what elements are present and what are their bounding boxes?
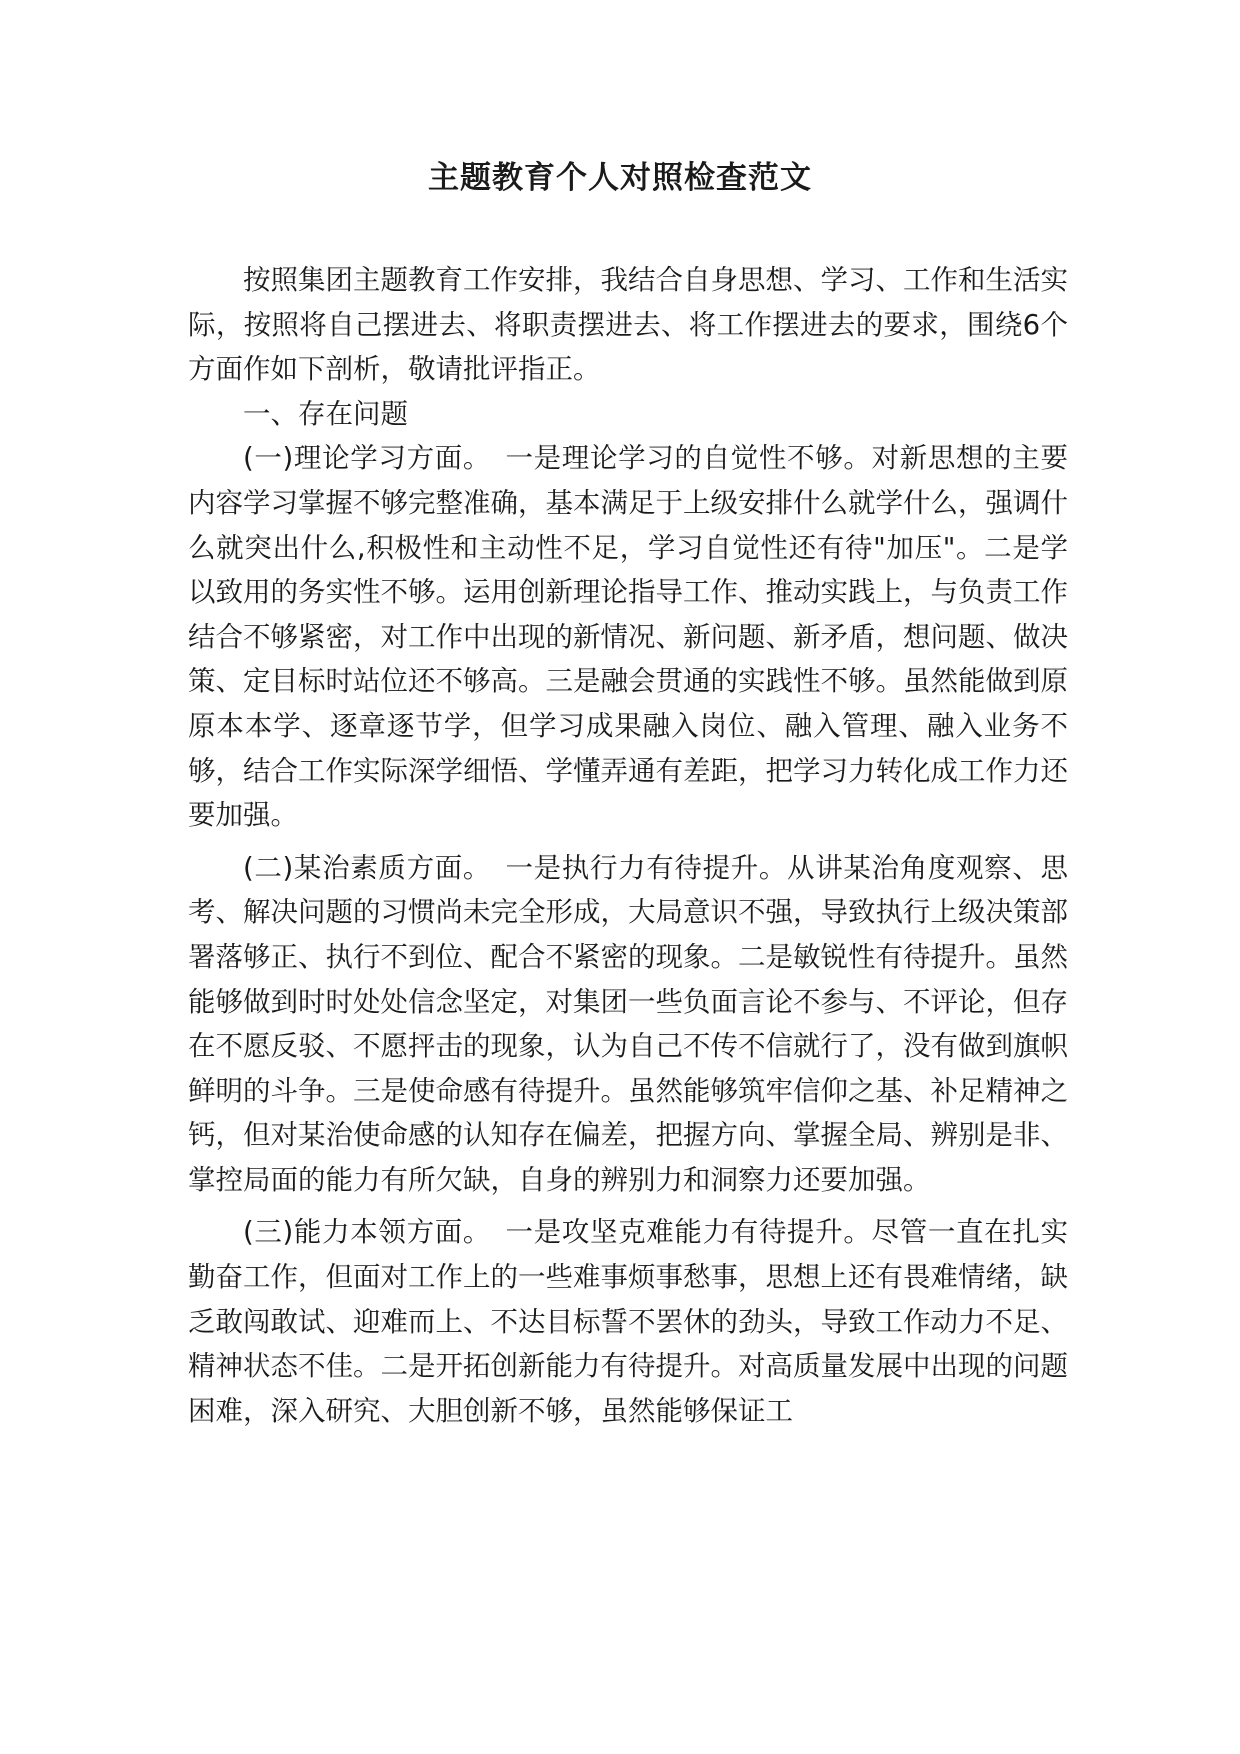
ability-paragraph: (三)能力本领方面。 一是攻坚克难能力有待提升。尽管一直在扎实勤奋工作，但面对工作上的一些难事烦事愁事，思想上还有畏难情绪，缺乏敢闯敢试、迎难而上、不达目标誓不罢休的劲头，导致工作动力不足、精神状态不佳。二是开拓创新能力有待提升。对高质量发展中出现的问题困难，深入研究、大胆创新不够，虽然能够保证工	[188, 1216, 1068, 1427]
section-heading: 一、存在问题	[243, 397, 408, 430]
document-body	[188, 258, 1068, 1433]
intro-paragraph: 按照集团主题教育工作安排，我结合自身思想、学习、工作和生活实际，按照将自己摆进去、将职责摆进去、将工作摆进去的要求，围绕6个方面作如下剖析，敬请批评指正。	[188, 264, 1068, 386]
document-title: 主题教育个人对照检查范文	[428, 160, 812, 196]
political-quality-paragraph: (二)某治素质方面。 一是执行力有待提升。从讲某治角度观察、思考、解决问题的习惯尚未完全形成，大局意识不强，导致执行上级决策部署落够正、执行不到位、配合不紧密的现象。二是敏锐性有待提升。虽然能够做到时时处处信念坚定，对集团一些负面言论不参与、不评论，但存在不愿反驳、不愿抨击的现象，认为自己不传不信就行了，没有做到旗帜鲜明的斗争。三是使命感有待提升。虽然能够筑牢信仰之基、补足精神之钙，但对某治使命感的认知存在偏差，把握方向、掌握全局、辨别是非、掌控局面的能力有所欠缺，自身的辨别力和洞察力还要加强。	[188, 851, 1068, 1196]
theory-study-paragraph: (一)理论学习方面。 一是理论学习的自觉性不够。对新思想的主要内容学习掌握不够完整准确，基本满足于上级安排什么就学什么，强调什么就突出什么,积极性和主动性不足，学习自觉性还有待"加压"。二是学以致用的务实性不够。运用创新理论指导工作、推动实践上，与负责工作结合不够紧密，对工作中出现的新情况、新问题、新矛盾，想问题、做决策、定目标时站位还不够高。三是融会贯通的实践性不够。虽然能做到原原本本学、逐章逐节学，但学习成果融入岗位、融入管理、融入业务不够，结合工作实际深学细悟、学懂弄通有差距，把学习力转化成工作力还要加强。	[188, 442, 1068, 832]
